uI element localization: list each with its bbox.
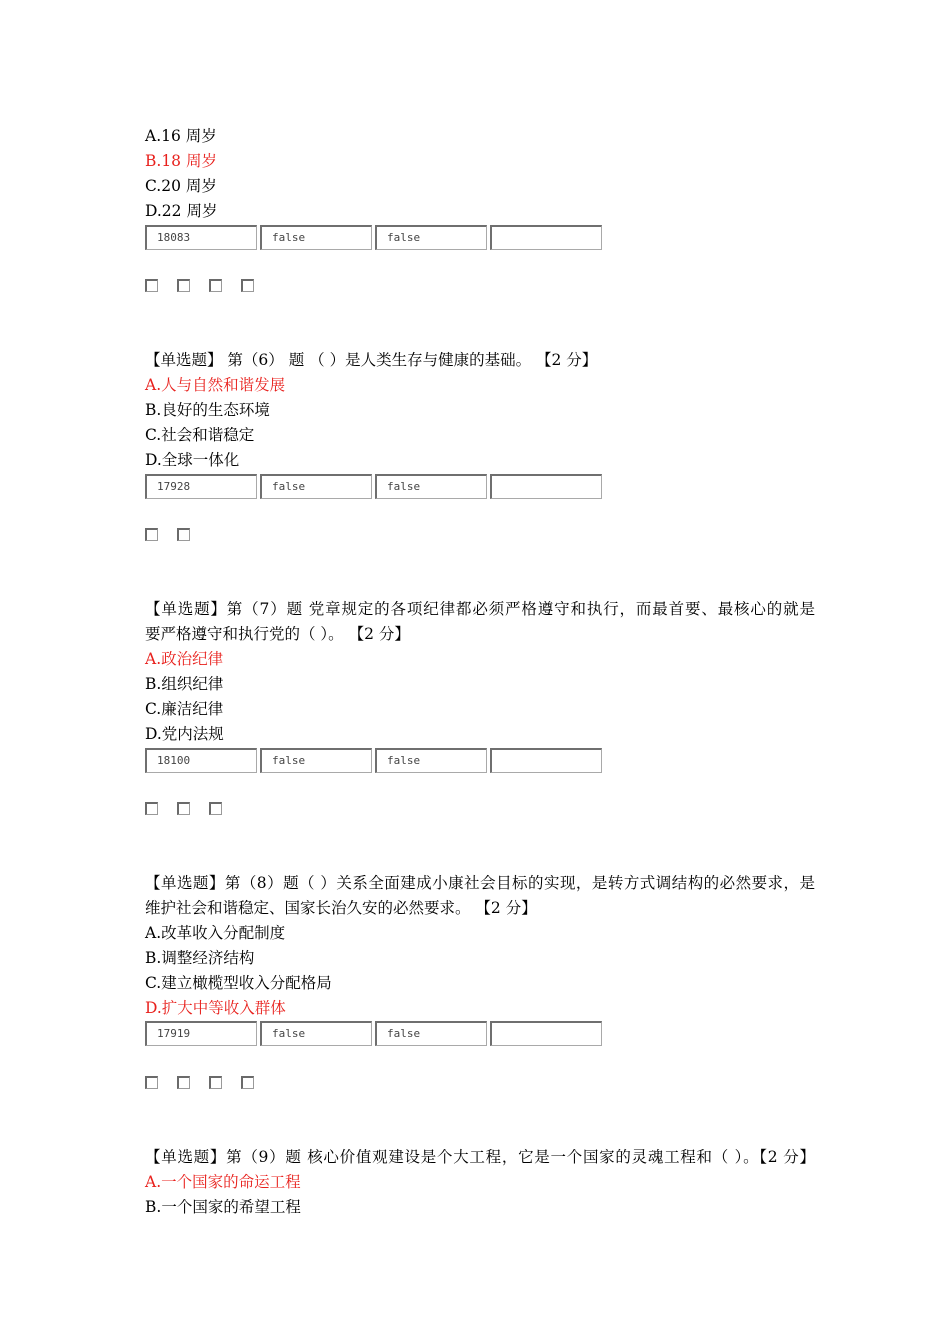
option-a-correct: A.人与自然和谐发展 bbox=[145, 376, 286, 394]
option-d: D.党内法规 bbox=[145, 725, 224, 743]
answer-fields bbox=[145, 748, 605, 773]
option-b-correct: B.18 周岁 bbox=[145, 152, 217, 170]
checkbox-row bbox=[145, 279, 273, 292]
flag-field-1[interactable]: false bbox=[260, 1021, 372, 1046]
checkbox-row bbox=[145, 802, 241, 815]
flag-field-2[interactable]: false bbox=[375, 225, 487, 250]
checkbox[interactable] bbox=[145, 802, 158, 815]
checkbox-row bbox=[145, 1076, 273, 1089]
checkbox[interactable] bbox=[177, 1076, 190, 1089]
question-title: 【单选题】第（9）题 核心价值观建设是个大工程，它是一个国家的灵魂工程和（ ）。【2 分】 bbox=[145, 1148, 815, 1166]
checkbox[interactable] bbox=[209, 279, 222, 292]
flag-field-2[interactable]: false bbox=[375, 1021, 487, 1046]
flag-field-2[interactable]: false bbox=[375, 474, 487, 499]
checkbox[interactable] bbox=[209, 802, 222, 815]
option-d-correct: D.扩大中等收入群体 bbox=[145, 999, 286, 1017]
option-c: C.廉洁纪律 bbox=[145, 700, 224, 718]
question-title: 【单选题】 第（6） 题 （ ）是人类生存与健康的基础。 【2 分】 bbox=[145, 351, 598, 369]
empty-field[interactable] bbox=[490, 748, 602, 773]
question-id-field[interactable]: 18100 bbox=[145, 748, 257, 773]
question-title-line1: 【单选题】第（7）题 党章规定的各项纪律都必须严格遵守和执行，而最首要、最核心的就是 bbox=[145, 600, 815, 618]
question-id-field[interactable]: 17919 bbox=[145, 1021, 257, 1046]
flag-field-1[interactable]: false bbox=[260, 474, 372, 499]
checkbox[interactable] bbox=[177, 279, 190, 292]
option-b: B.一个国家的希望工程 bbox=[145, 1198, 301, 1216]
checkbox[interactable] bbox=[241, 1076, 254, 1089]
option-b: B.调整经济结构 bbox=[145, 949, 255, 967]
question-id-field[interactable]: 18083 bbox=[145, 225, 257, 250]
flag-field-1[interactable]: false bbox=[260, 225, 372, 250]
empty-field[interactable] bbox=[490, 1021, 602, 1046]
option-a: A.改革收入分配制度 bbox=[145, 924, 286, 942]
empty-field[interactable] bbox=[490, 225, 602, 250]
question-title-line2: 要严格遵守和执行党的（ ）。 【2 分】 bbox=[145, 625, 410, 643]
option-a-correct: A.一个国家的命运工程 bbox=[145, 1173, 301, 1191]
flag-field-1[interactable]: false bbox=[260, 748, 372, 773]
checkbox[interactable] bbox=[177, 528, 190, 541]
flag-field-2[interactable]: false bbox=[375, 748, 487, 773]
answer-fields bbox=[145, 225, 605, 250]
option-c: C.20 周岁 bbox=[145, 177, 217, 195]
checkbox-row bbox=[145, 528, 209, 541]
option-b: B.组织纪律 bbox=[145, 675, 224, 693]
option-c: C.建立橄榄型收入分配格局 bbox=[145, 974, 332, 992]
option-b: B.良好的生态环境 bbox=[145, 401, 270, 419]
option-a-correct: A.政治纪律 bbox=[145, 650, 224, 668]
checkbox[interactable] bbox=[241, 279, 254, 292]
question-id-field[interactable]: 17928 bbox=[145, 474, 257, 499]
answer-fields bbox=[145, 474, 605, 499]
answer-fields bbox=[145, 1021, 605, 1046]
checkbox[interactable] bbox=[145, 279, 158, 292]
checkbox[interactable] bbox=[145, 1076, 158, 1089]
checkbox[interactable] bbox=[177, 802, 190, 815]
checkbox[interactable] bbox=[145, 528, 158, 541]
option-d: D.全球一体化 bbox=[145, 451, 240, 469]
question-title-line1: 【单选题】第（8）题（ ）关系全面建成小康社会目标的实现，是转方式调结构的必然要求，是 bbox=[145, 874, 815, 892]
option-a: A.16 周岁 bbox=[145, 127, 217, 145]
empty-field[interactable] bbox=[490, 474, 602, 499]
question-title-line2: 维护社会和谐稳定、国家长治久安的必然要求。 【2 分】 bbox=[145, 899, 537, 917]
checkbox[interactable] bbox=[209, 1076, 222, 1089]
option-d: D.22 周岁 bbox=[145, 202, 218, 220]
option-c: C.社会和谐稳定 bbox=[145, 426, 255, 444]
